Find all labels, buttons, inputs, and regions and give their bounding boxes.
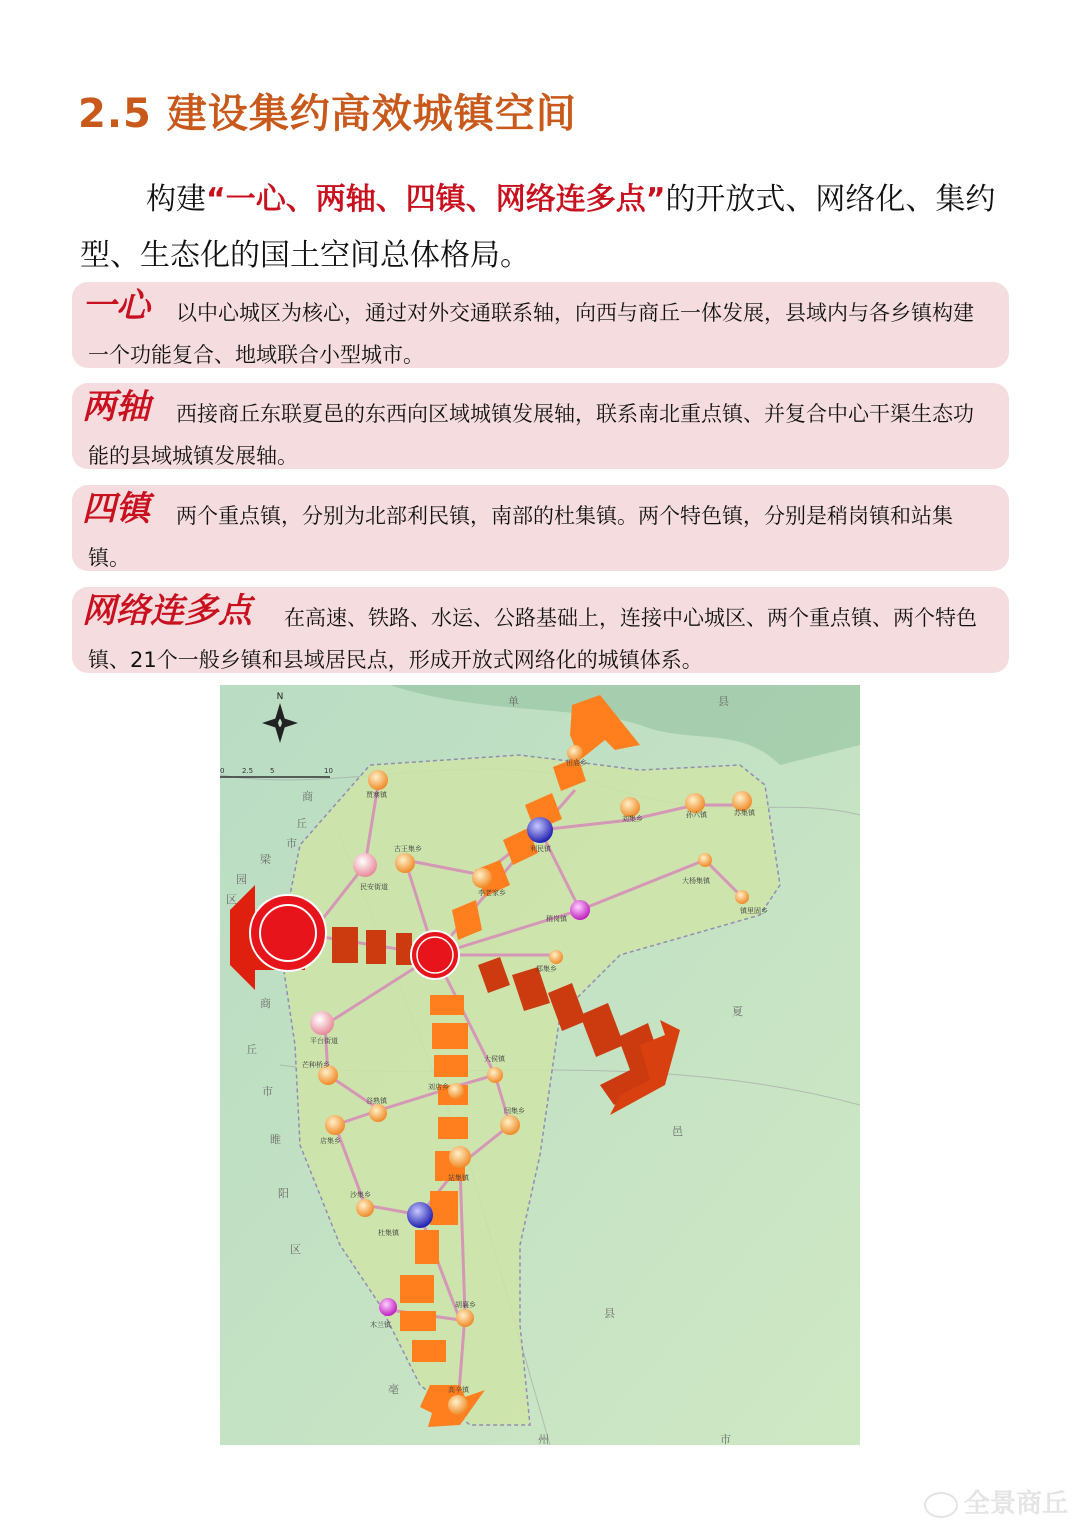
svg-text:刘店乡: 刘店乡 <box>428 1083 449 1091</box>
svg-text:10: 10 <box>324 767 333 775</box>
central-city-core <box>411 931 459 979</box>
svg-text:市: 市 <box>720 1433 731 1445</box>
key-town-duji <box>407 1202 433 1228</box>
svg-text:丘: 丘 <box>246 1043 257 1056</box>
svg-text:李老家乡: 李老家乡 <box>478 889 506 897</box>
svg-text:市: 市 <box>286 837 297 850</box>
svg-text:阳: 阳 <box>278 1187 289 1200</box>
watermark <box>924 1483 1068 1520</box>
svg-text:郑集乡: 郑集乡 <box>536 965 557 973</box>
intro-before: 构建 <box>146 182 206 217</box>
urban-structure-map <box>220 685 860 1445</box>
item-box-liangzhou <box>72 383 1009 469</box>
item-box-yixin <box>72 282 1009 368</box>
svg-text:大侯镇: 大侯镇 <box>484 1055 505 1063</box>
svg-text:利民镇: 利民镇 <box>530 845 551 853</box>
svg-text:田庙乡: 田庙乡 <box>566 759 587 767</box>
item-text: 西接商丘东联夏邑的东西向区域城镇发展轴，联系南北重点镇、并复合中心干渠生态功能的县域城镇发展轴。 <box>88 402 974 468</box>
svg-text:稍岗镇: 稍岗镇 <box>546 915 567 923</box>
svg-text:杜集镇: 杜集镇 <box>378 1229 399 1237</box>
watermark-text: 全景商丘 <box>963 1489 1068 1519</box>
svg-text:店集乡: 店集乡 <box>320 1137 341 1145</box>
svg-text:平台街道: 平台街道 <box>310 1037 338 1045</box>
svg-text:邑: 邑 <box>672 1125 683 1138</box>
svg-text:市: 市 <box>262 1085 273 1098</box>
svg-text:5: 5 <box>270 767 275 775</box>
special-town-shaogang <box>570 900 590 920</box>
weibo-icon <box>924 1492 958 1518</box>
svg-text:刘集乡: 刘集乡 <box>622 815 643 823</box>
svg-text:县: 县 <box>604 1307 615 1320</box>
svg-text:丘: 丘 <box>296 817 307 830</box>
central-city-core-west <box>250 895 326 971</box>
item-box-wangluo <box>72 587 1009 673</box>
svg-text:古王集乡: 古王集乡 <box>394 845 422 853</box>
svg-text:区: 区 <box>290 1243 301 1256</box>
svg-text:夏: 夏 <box>732 1005 743 1018</box>
svg-text:沙集乡: 沙集乡 <box>350 1191 371 1199</box>
item-text: 以中心城区为核心，通过对外交通联系轴，向西与商丘一体发展，县域内与各乡镇构建一个功能复合、地域联合小型城市。 <box>88 301 974 367</box>
page-title: 2.5 建设集约高效城镇空间 <box>78 91 577 137</box>
svg-text:苏集镇: 苏集镇 <box>734 809 755 817</box>
svg-text:孙六镇: 孙六镇 <box>686 811 707 819</box>
item-tag: 四镇 <box>82 489 150 529</box>
svg-text:民安街道: 民安街道 <box>360 883 388 891</box>
svg-text:县: 县 <box>718 695 729 708</box>
svg-text:州: 州 <box>538 1433 549 1445</box>
item-box-sizhen <box>72 485 1009 571</box>
svg-text:闫集乡: 闫集乡 <box>504 1107 525 1115</box>
svg-text:园: 园 <box>236 873 247 886</box>
svg-text:区: 区 <box>226 893 237 906</box>
svg-text:2.5: 2.5 <box>242 767 254 775</box>
intro-highlight: “一心、两轴、四镇、网络连多点” <box>206 182 666 217</box>
svg-text:芒种桥乡: 芒种桥乡 <box>302 1061 330 1069</box>
svg-text:商: 商 <box>260 997 271 1010</box>
svg-text:商: 商 <box>302 790 313 803</box>
item-tag: 网络连多点 <box>82 591 252 631</box>
svg-text:睢: 睢 <box>270 1133 281 1146</box>
svg-text:0: 0 <box>220 767 225 775</box>
svg-text:贾寨镇: 贾寨镇 <box>366 791 387 799</box>
svg-text:梁: 梁 <box>260 853 271 866</box>
special-town-mulan <box>379 1298 397 1316</box>
key-town-limin <box>527 817 553 843</box>
intro-after: 的开放式、网络化、集约型、生态化的国土空间总体格局。 <box>80 182 996 273</box>
svg-text:镇里固乡: 镇里固乡 <box>740 907 768 915</box>
svg-text:亳: 亳 <box>388 1383 399 1396</box>
item-tag: 一心 <box>82 286 150 326</box>
svg-text:高辛镇: 高辛镇 <box>448 1386 469 1394</box>
svg-text:大杨集镇: 大杨集镇 <box>682 877 710 885</box>
svg-text:站集镇: 站集镇 <box>448 1174 469 1182</box>
svg-text:谷熟镇: 谷熟镇 <box>366 1097 387 1105</box>
item-tag: 两轴 <box>82 387 150 427</box>
svg-text:木兰镇: 木兰镇 <box>370 1321 391 1329</box>
svg-text:胡襄乡: 胡襄乡 <box>455 1301 476 1309</box>
item-text: 在高速、铁路、水运、公路基础上，连接中心城区、两个重点镇、两个特色镇、21个一般乡镇和县域居民点，形成开放式网络化的城镇体系。 <box>88 606 977 672</box>
intro-paragraph <box>80 172 1010 284</box>
svg-text:单: 单 <box>508 695 519 708</box>
svg-text:N: N <box>276 692 284 702</box>
item-text: 两个重点镇，分别为北部利民镇，南部的杜集镇。两个特色镇，分别是稍岗镇和站集镇。 <box>88 504 953 570</box>
